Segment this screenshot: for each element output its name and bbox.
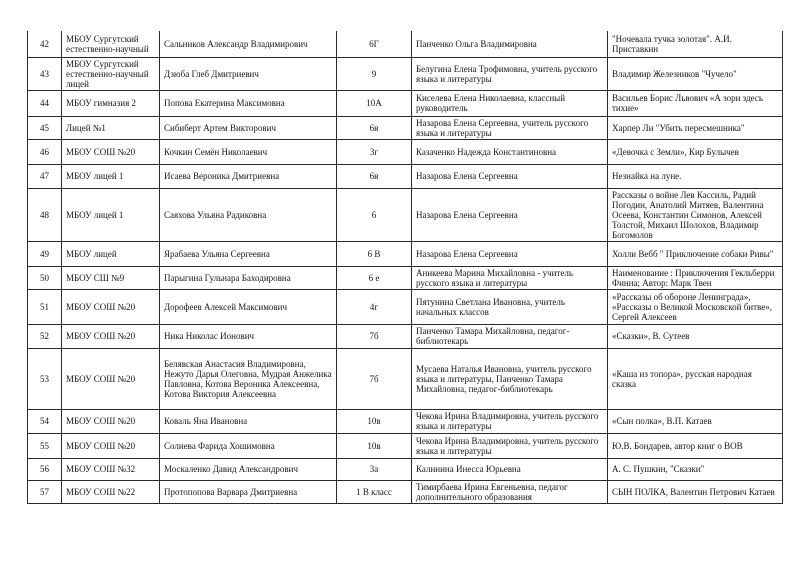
cell-number: 51	[28, 289, 62, 324]
cell-grade: 7б	[337, 348, 412, 409]
cell-student: Исаева Вероника Дмитриевна	[160, 164, 337, 188]
cell-student: Коваль Яна Ивановна	[160, 409, 337, 433]
cell-grade: 6 В	[337, 241, 412, 266]
cell-school: МБОУ СОШ №20	[62, 433, 160, 458]
cell-grade: 10А	[337, 90, 412, 116]
cell-number: 45	[28, 116, 62, 139]
cell-teacher: Калинина Инесса Юрьевна	[412, 458, 608, 480]
cell-school: МБОУ Сургутский естественно-научный	[62, 31, 160, 57]
cell-student: Дорофеев Алексей Максимович	[160, 289, 337, 324]
cell-student: Белявская Анастасия Владимировна, Нежуто Дарья Олеговна, Мудрая Анжелика Павловна, Котова Вероника Алексеевна, Котова Виктория Алексеевна	[160, 348, 337, 409]
cell-book: «Каша из топора», русская народная сказка	[608, 348, 783, 409]
table-row	[28, 266, 783, 289]
cell-number: 53	[28, 348, 62, 409]
cell-school: МБОУ СШ №9	[62, 266, 160, 289]
cell-school: МБОУ СОШ №20	[62, 289, 160, 324]
cell-teacher: Чекова Ирина Владимировна, учитель русского языка и литературы	[412, 409, 608, 433]
table-row	[28, 289, 783, 324]
cell-teacher: Назарова Елена Сергеевна, учитель русского языка и литературы	[412, 116, 608, 139]
cell-teacher: Панченко Ольга Владимировна	[412, 31, 608, 57]
cell-teacher: Чекова Ирина Владимировна, учитель русского языка и литературы	[412, 433, 608, 458]
table-row	[28, 57, 783, 90]
cell-grade: 6в	[337, 164, 412, 188]
table-row	[28, 164, 783, 188]
cell-book: Владимир Железников "Чучело"	[608, 57, 783, 90]
cell-grade: 9	[337, 57, 412, 90]
cell-teacher: Назарова Елена Сергеевна	[412, 188, 608, 241]
cell-student: Попова Екатерина Максимовна	[160, 90, 337, 116]
cell-book: Холли Вебб " Приключение собаки Ривы"	[608, 241, 783, 266]
table-row	[28, 433, 783, 458]
table-row	[28, 90, 783, 116]
cell-grade: 10в	[337, 433, 412, 458]
cell-number: 55	[28, 433, 62, 458]
cell-number: 44	[28, 90, 62, 116]
cell-student: Ника Николас Ионович	[160, 324, 337, 348]
cell-student: Ярабаева Ульяна Сергеевна	[160, 241, 337, 266]
cell-student: Москаленко Давид Александрович	[160, 458, 337, 480]
cell-teacher: Казаченко Надежда Константиновна	[412, 139, 608, 164]
cell-teacher: Пятунина Светлана Ивановна, учитель начальных классов	[412, 289, 608, 324]
cell-book: «Рассказы об обороне Ленинграда», «Рассказы о Великой Московской битве», Сергей Алексеев	[608, 289, 783, 324]
table-row	[28, 241, 783, 266]
cell-student: Парыгина Гульнара Баходировна	[160, 266, 337, 289]
table-row	[28, 188, 783, 241]
cell-school: МБОУ гимназия 2	[62, 90, 160, 116]
cell-book: Рассказы о войне Лев Кассиль, Радий Погодин, Анатолий Митяев, Валентина Осеева, Константин Симонов, Алексей Толстой, Михаил Шолохов, Владимир Богомолов	[608, 188, 783, 241]
cell-grade: 6в	[337, 116, 412, 139]
cell-school: МБОУ СОШ №20	[62, 348, 160, 409]
cell-book: «Девочка с Земли», Кир Булычев	[608, 139, 783, 164]
cell-book: «Сын полка», В.П. Катаев	[608, 409, 783, 433]
cell-teacher: Панченко Тамара Михайловна, педагог-библиотекарь	[412, 324, 608, 348]
cell-book: Харпер Ли "Убить пересмешника"	[608, 116, 783, 139]
cell-number: 56	[28, 458, 62, 480]
cell-grade: 6Г	[337, 31, 412, 57]
cell-teacher: Киселева Елена Николаевна, классный руководитель	[412, 90, 608, 116]
table-row	[28, 31, 783, 57]
table-row	[28, 480, 783, 503]
cell-number: 57	[28, 480, 62, 503]
cell-school: МБОУ лицей 1	[62, 164, 160, 188]
cell-book: Незнайка на луне.	[608, 164, 783, 188]
cell-student: Сибиберт Артем Викторович	[160, 116, 337, 139]
cell-number: 49	[28, 241, 62, 266]
cell-grade: 7б	[337, 324, 412, 348]
cell-number: 42	[28, 31, 62, 57]
cell-book: Наименование : Приключения Гекльберри Финна; Автор: Марк Твен	[608, 266, 783, 289]
cell-book: СЫН ПОЛКА, Валентин Петрович Катаев	[608, 480, 783, 503]
table-row	[28, 348, 783, 409]
cell-school: МБОУ Сургутский естественно-научный лицей	[62, 57, 160, 90]
cell-number: 43	[28, 57, 62, 90]
cell-grade: 10в	[337, 409, 412, 433]
cell-number: 54	[28, 409, 62, 433]
table-row	[28, 324, 783, 348]
cell-student: Кочкин Семён Николаевич	[160, 139, 337, 164]
cell-number: 47	[28, 164, 62, 188]
cell-book: Ю.В. Бондарев, автор книг о ВОВ	[608, 433, 783, 458]
cell-school: МБОУ СОШ №20	[62, 409, 160, 433]
cell-school: МБОУ СОШ №20	[62, 324, 160, 348]
cell-student: Солиева Фарида Хошимовна	[160, 433, 337, 458]
cell-school: МБОУ СОШ №22	[62, 480, 160, 503]
cell-grade: 6 е	[337, 266, 412, 289]
cell-school: МБОУ лицей	[62, 241, 160, 266]
cell-book: А. С. Пушкин, "Сказки"	[608, 458, 783, 480]
cell-teacher: Мусаева Наталья Ивановна, учитель русского языка и литературы, Панченко Тамара Михайловна, педагог-библиотекарь	[412, 348, 608, 409]
cell-grade: 6	[337, 188, 412, 241]
table-row	[28, 458, 783, 480]
cell-grade: 1 В класс	[337, 480, 412, 503]
cell-student: Протопопова Варвара Дмитриевна	[160, 480, 337, 503]
participants-table	[27, 31, 783, 504]
cell-number: 50	[28, 266, 62, 289]
cell-student: Саяхова Ульяна Радиковна	[160, 188, 337, 241]
cell-grade: 4г	[337, 289, 412, 324]
cell-teacher: Назарова Елена Сергеевна	[412, 164, 608, 188]
cell-book: Васильев Борис Львович «А зори здесь тихие»	[608, 90, 783, 116]
cell-school: Лицей №1	[62, 116, 160, 139]
cell-book: "Ночевала тучка золотая". А.И. Приставкин	[608, 31, 783, 57]
cell-teacher: Назарова Елена Сергеевна	[412, 241, 608, 266]
table-row	[28, 409, 783, 433]
cell-student: Сальников Александр Владимирович	[160, 31, 337, 57]
cell-grade: 3г	[337, 139, 412, 164]
cell-book: «Сказки», В. Сутеев	[608, 324, 783, 348]
cell-school: МБОУ СОШ №32	[62, 458, 160, 480]
cell-teacher: Тимирбаева Ирина Евгеньевна, педагог дополнительного образования	[412, 480, 608, 503]
cell-number: 48	[28, 188, 62, 241]
cell-school: МБОУ СОШ №20	[62, 139, 160, 164]
cell-number: 52	[28, 324, 62, 348]
cell-school: МБОУ лицей 1	[62, 188, 160, 241]
cell-teacher: Аникеева Марина Михайловна - учитель русского языка и литературы	[412, 266, 608, 289]
cell-number: 46	[28, 139, 62, 164]
table-row	[28, 116, 783, 139]
cell-student: Дзюба Глеб Дмитриевич	[160, 57, 337, 90]
cell-grade: 3а	[337, 458, 412, 480]
table-row	[28, 139, 783, 164]
cell-teacher: Белугина Елена Трофимовна, учитель русского языка и литературы	[412, 57, 608, 90]
